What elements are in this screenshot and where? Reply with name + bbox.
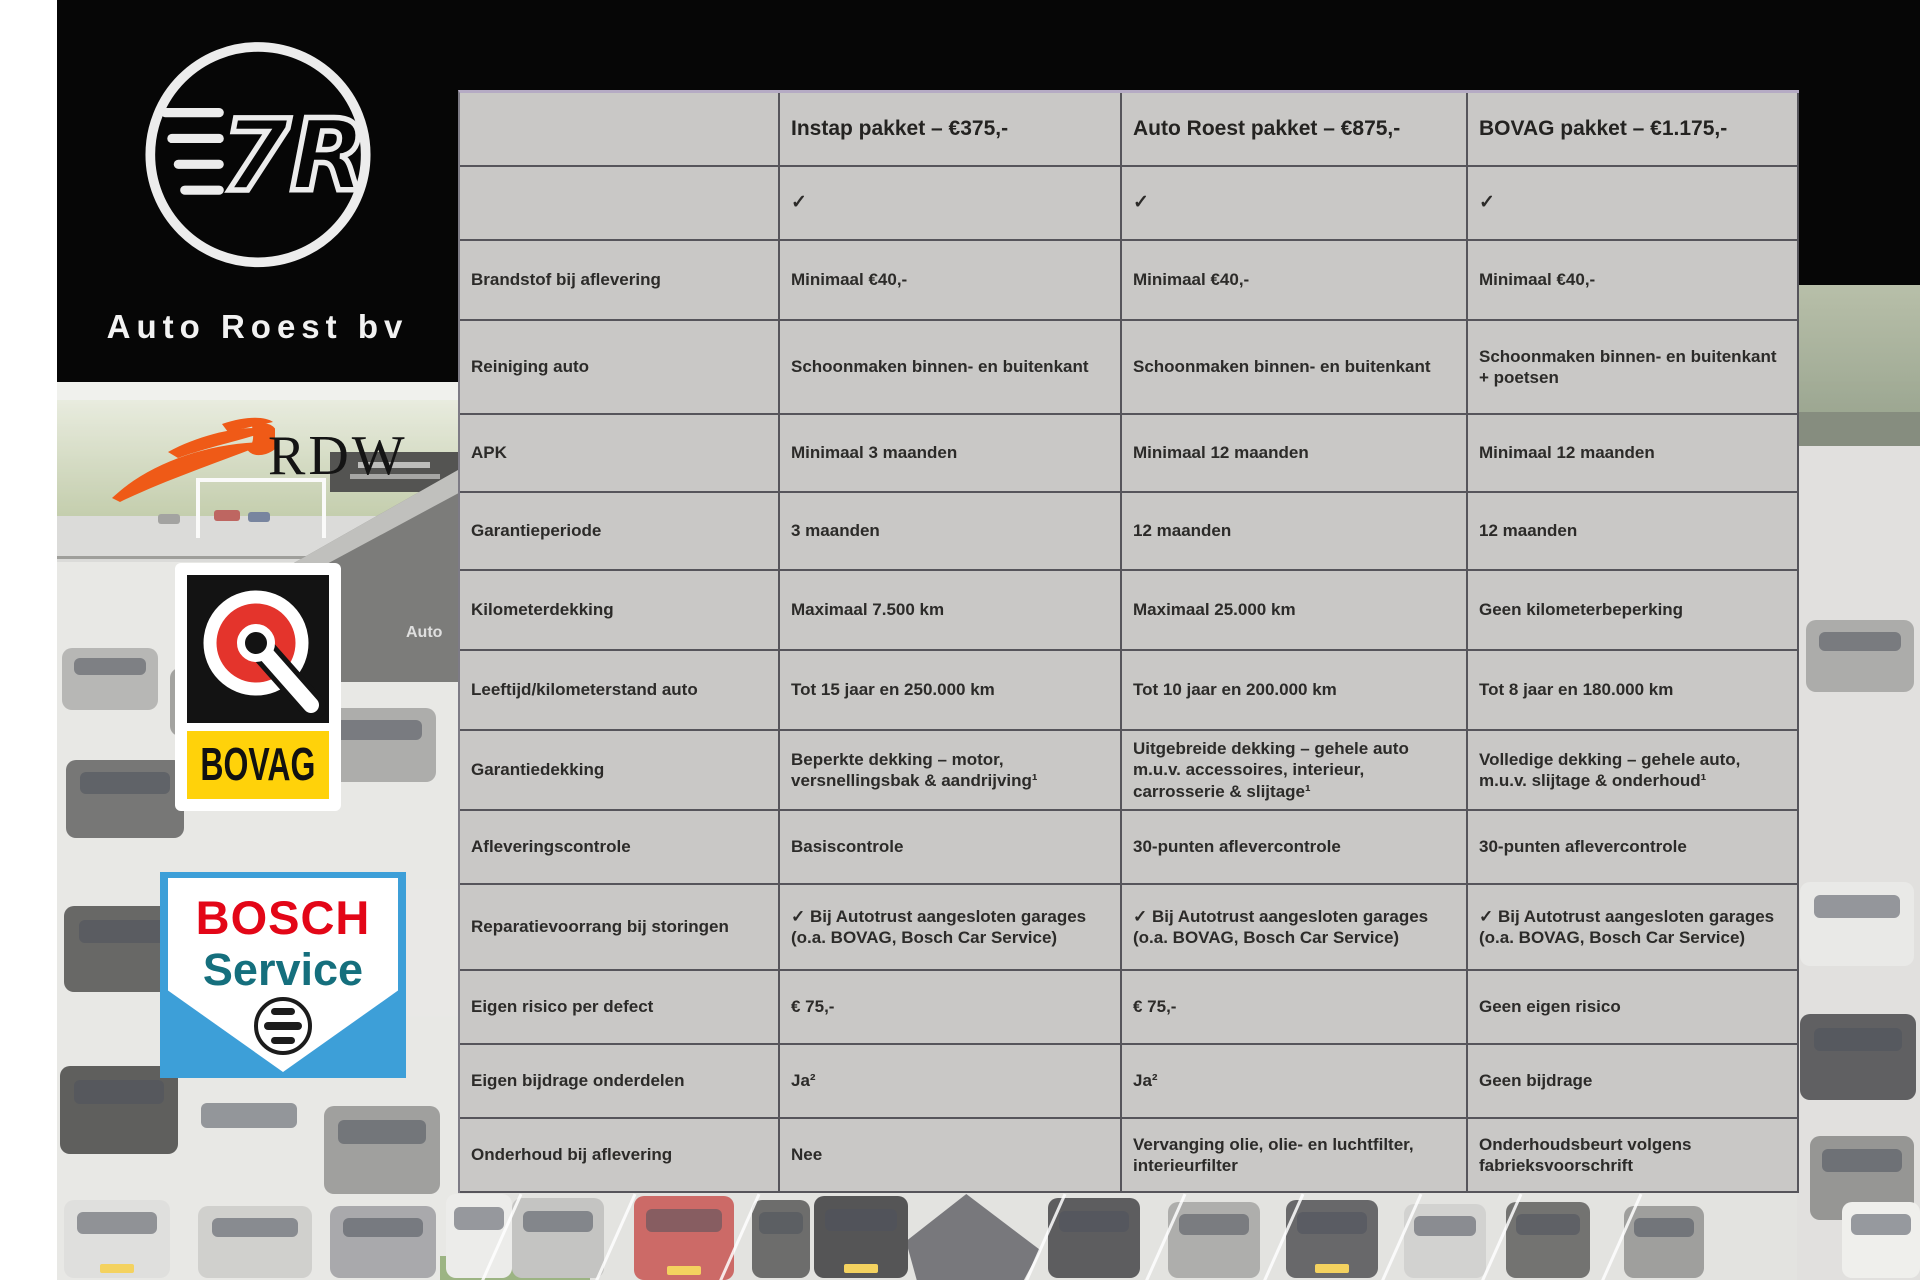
check-row-label-cell [460, 167, 780, 241]
car-shape [1168, 1202, 1260, 1278]
row-label: Kilometerdekking [460, 571, 780, 651]
car-windshield [343, 1218, 424, 1237]
speed-lines-icon [165, 113, 219, 191]
cell-value: Volledige dekking – gehele auto, m.u.v. slijtage & onderhoud¹ [1468, 731, 1799, 811]
rdw-logo [110, 416, 275, 506]
bovag-magnifier-icon [187, 575, 329, 723]
cell-value: Basiscontrole [780, 811, 1122, 885]
cell-value: Ja² [1122, 1045, 1468, 1119]
bovag-logo [175, 563, 341, 811]
package-comparison-table [458, 90, 1799, 1193]
row-label: APK [460, 415, 780, 493]
car-shape [330, 1206, 436, 1278]
row-label: Afleveringscontrole [460, 811, 780, 885]
cell-value: ✓ Bij Autotrust aangesloten garages (o.a. BOVAG, Bosch Car Service) [1468, 885, 1799, 971]
cell-value: Maximaal 7.500 km [780, 571, 1122, 651]
package-included-check: ✓ [1122, 167, 1468, 241]
car-windshield [1059, 1211, 1129, 1233]
bovag-emblem [187, 575, 329, 723]
cell-value: Geen kilometerbeperking [1468, 571, 1799, 651]
car-windshield [1297, 1212, 1367, 1233]
car-shape [1506, 1202, 1590, 1278]
car-shape [1624, 1206, 1704, 1278]
package-included-check: ✓ [780, 167, 1122, 241]
car-windshield [332, 720, 422, 740]
car-windshield [1814, 1028, 1902, 1051]
car-windshield [454, 1207, 504, 1230]
cell-value: Beperkte dekking – motor, versnellingsbak & aandrijving¹ [780, 731, 1122, 811]
car-shape [158, 514, 180, 524]
car-windshield [74, 658, 147, 675]
license-plate [667, 1266, 701, 1275]
row-label: Eigen risico per defect [460, 971, 780, 1045]
cell-value: Tot 8 jaar en 180.000 km [1468, 651, 1799, 731]
car-shape [66, 760, 184, 838]
car-windshield [1851, 1214, 1910, 1235]
cell-value: Minimaal 12 maanden [1468, 415, 1799, 493]
auto-roest-logo [128, 20, 388, 300]
cell-value: Minimaal 12 maanden [1122, 415, 1468, 493]
license-plate [1315, 1264, 1349, 1273]
package-header: BOVAG pakket – €1.175,- [1468, 93, 1799, 167]
car-shape [248, 512, 270, 522]
cell-value: Minimaal €40,- [780, 241, 1122, 321]
car-shape [1286, 1200, 1378, 1278]
car-shape [186, 1088, 312, 1180]
cell-value: 30-punten aflevercontrole [1122, 811, 1468, 885]
car-shape [64, 1200, 170, 1278]
bosch-armature-icon [251, 994, 315, 1058]
car-shape [634, 1196, 734, 1280]
cell-value: ✓ Bij Autotrust aangesloten garages (o.a. BOVAG, Bosch Car Service) [1122, 885, 1468, 971]
car-windshield [1819, 632, 1901, 651]
license-plate [100, 1264, 134, 1273]
car-shape [512, 1198, 604, 1278]
car-shape [752, 1200, 810, 1278]
car-shape [1048, 1198, 1140, 1278]
building-sign-text: Auto [406, 624, 443, 641]
package-header: Instap pakket – €375,- [780, 93, 1122, 167]
cell-value: Geen eigen risico [1468, 971, 1799, 1045]
cell-value: 12 maanden [1122, 493, 1468, 571]
car-windshield [1179, 1214, 1249, 1235]
cell-value: Ja² [780, 1045, 1122, 1119]
car-windshield [759, 1212, 803, 1233]
right-black-band [1797, 0, 1920, 285]
car-windshield [80, 772, 170, 793]
cell-value: Maximaal 25.000 km [1122, 571, 1468, 651]
car-shape [1800, 882, 1914, 966]
cell-value: 30-punten aflevercontrole [1468, 811, 1799, 885]
bovag-wordmark: BOVAG [200, 739, 316, 790]
rdw-wing-icon [112, 418, 275, 502]
cell-value: Uitgebreide dekking – gehele auto m.u.v. accessoires, interieur, carrosserie & slijtage¹ [1122, 731, 1468, 811]
car-windshield [1814, 895, 1901, 918]
car-windshield [1516, 1214, 1580, 1235]
car-shape [214, 510, 240, 521]
car-windshield [1414, 1216, 1476, 1236]
car-shape [814, 1196, 908, 1278]
bosch-wordmark: BOSCH [195, 891, 371, 944]
row-label: Leeftijd/kilometerstand auto [460, 651, 780, 731]
row-label: Brandstof bij aflevering [460, 241, 780, 321]
cell-value: 12 maanden [1468, 493, 1799, 571]
row-label: Eigen bijdrage onderdelen [460, 1045, 780, 1119]
cell-value: Tot 15 jaar en 250.000 km [780, 651, 1122, 731]
cell-value: Schoonmaken binnen- en buitenkant [780, 321, 1122, 415]
auto-roest-name: Auto Roest bv [106, 308, 409, 345]
cell-value: 3 maanden [780, 493, 1122, 571]
car-shape [1800, 1014, 1916, 1100]
bosch-logo [160, 872, 406, 1078]
car-windshield [1822, 1149, 1901, 1172]
car-windshield [825, 1209, 896, 1231]
car-windshield [212, 1218, 299, 1237]
car-windshield [1634, 1218, 1695, 1237]
car-shape [324, 1106, 440, 1194]
cell-value: Schoonmaken binnen- en buitenkant + poetsen [1468, 321, 1799, 415]
car-shape [1842, 1202, 1920, 1278]
package-header: Auto Roest pakket – €875,- [1122, 93, 1468, 167]
car-windshield [523, 1211, 593, 1233]
row-label: Reiniging auto [460, 321, 780, 415]
car-windshield [74, 1080, 164, 1104]
cell-value: € 75,- [780, 971, 1122, 1045]
left-white-margin [0, 0, 57, 1280]
cell-value: Vervanging olie, olie- en luchtfilter, interieurfilter [1122, 1119, 1468, 1193]
cell-value: Tot 10 jaar en 200.000 km [1122, 651, 1468, 731]
car-shape [62, 648, 158, 710]
table-corner-cell [460, 93, 780, 167]
row-label: Garantiedekking [460, 731, 780, 811]
row-label: Garantieperiode [460, 493, 780, 571]
cell-value: Minimaal €40,- [1468, 241, 1799, 321]
package-included-check: ✓ [1468, 167, 1799, 241]
license-plate [844, 1264, 878, 1273]
car-windshield [77, 1212, 158, 1233]
cell-value: Schoonmaken binnen- en buitenkant [1122, 321, 1468, 415]
cell-value: Minimaal €40,- [1122, 241, 1468, 321]
row-label: Onderhoud bij aflevering [460, 1119, 780, 1193]
car-shape [198, 1206, 312, 1278]
car-windshield [338, 1120, 426, 1144]
cell-value: ✓ Bij Autotrust aangesloten garages (o.a. BOVAG, Bosch Car Service) [780, 885, 1122, 971]
cell-value: Geen bijdrage [1468, 1045, 1799, 1119]
monogram-7r: 7R [221, 99, 367, 215]
cell-value: Nee [780, 1119, 1122, 1193]
car-shape [60, 1066, 178, 1154]
cell-value: Onderhoudsbeurt volgens fabrieksvoorschrift [1468, 1119, 1799, 1193]
car-shape [1404, 1204, 1486, 1278]
trees-band [1797, 285, 1920, 415]
car-windshield [201, 1103, 297, 1128]
car-shape [1806, 620, 1914, 692]
cell-value: Minimaal 3 maanden [780, 415, 1122, 493]
bosch-service-wordmark: Service [202, 944, 364, 995]
car-windshield [646, 1209, 722, 1232]
row-label: Reparatievoorrang bij storingen [460, 885, 780, 971]
rdw-wordmark: RDW [268, 425, 408, 487]
bovag-band [187, 731, 329, 799]
cell-value: € 75,- [1122, 971, 1468, 1045]
hedge-band [1797, 412, 1920, 446]
